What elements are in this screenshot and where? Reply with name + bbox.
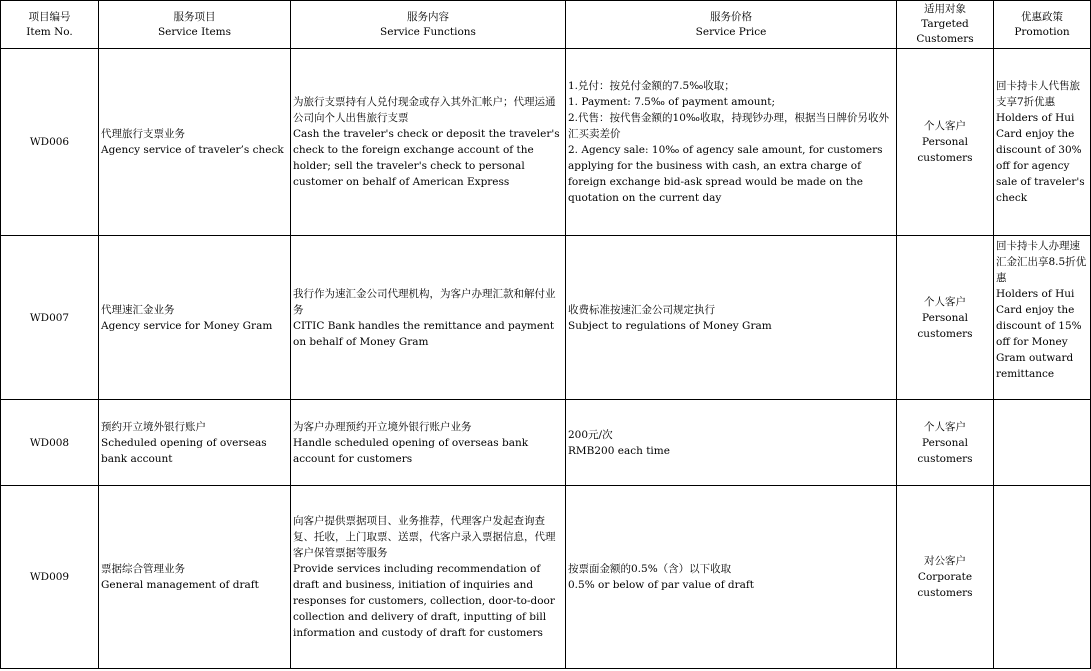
- customers-cell: [897, 49, 994, 236]
- functions-cell: [291, 236, 566, 400]
- table-row: [1, 486, 1091, 669]
- promotion-cell: [994, 400, 1091, 486]
- customers-en: Personal customers: [917, 136, 973, 164]
- functions-zh: 向客户提供票据项目、业务推荐，代理客户发起查询查复、托收，上门取票、送票，代客户录入票据信息，代理客户保管票据等服务: [293, 515, 556, 559]
- promotion-cell: [994, 49, 1091, 236]
- service-item-cell: [99, 486, 291, 669]
- header-promotion: 优惠政策 Promotion: [994, 1, 1091, 49]
- service-item-zh: 代理速汇金业务: [101, 303, 175, 316]
- price-line: 200元/次: [568, 428, 613, 441]
- price-line: 收费标准按速汇金公司规定执行: [568, 303, 715, 316]
- item-no-cell: WD007: [1, 236, 99, 400]
- functions-cell: [291, 400, 566, 486]
- service-item-zh: 票据综合管理业务: [101, 563, 185, 575]
- customers-cell: [897, 400, 994, 486]
- item-no-cell: WD008: [1, 400, 99, 486]
- price-cell: [566, 236, 897, 400]
- price-cell: [566, 486, 897, 669]
- service-item-zh: 代理旅行支票业务: [101, 128, 185, 140]
- price-line: 2. Agency sale: 10‰ of agency sale amount, for customers applying for the business with cash, an extra charge of foreign exchange bid-ask spread would be made on the quotation on the current day: [568, 144, 883, 204]
- functions-zh: 为客户办理预约开立境外银行账户业务: [293, 420, 472, 433]
- functions-zh: 为旅行支票持有人兑付现金或存入其外汇帐户；代理运通公司向个人出售旅行支票: [293, 96, 556, 124]
- promotion-zh: 回卡持卡人办理速汇金汇出享8.5折优惠: [996, 240, 1087, 284]
- item-no-cell: WD006: [1, 49, 99, 236]
- price-line: Subject to regulations of Money Gram: [568, 319, 772, 332]
- price-line: 2.代售：按代售金额的10‰收取，持现钞办理，根据当日牌价另收外汇买卖差价: [568, 112, 889, 140]
- price-line: RMB200 each time: [568, 444, 670, 457]
- functions-en: Cash the traveler's check or deposit the traveler's check to the foreign exchange account of the holder; sell the traveler's check to personal customer on behalf of American Express: [293, 128, 560, 188]
- functions-zh: 我行作为速汇金公司代理机构，为客户办理汇款和解付业务: [293, 287, 556, 316]
- promotion-en: Holders of Hui Card enjoy the discount of 30% off for agency sale of traveler's check: [996, 112, 1085, 204]
- table-row: [1, 400, 1091, 486]
- customers-zh: 对公客户: [924, 555, 966, 567]
- price-line: 1.兑付：按兑付金额的7.5‰收取；: [568, 80, 735, 92]
- price-cell: [566, 49, 897, 236]
- table-row: [1, 49, 1091, 236]
- promotion-zh: 回卡持卡人代售旅支享7折优惠: [996, 80, 1080, 108]
- header-service-functions: 服务内容 Service Functions: [291, 1, 566, 49]
- price-line: 按票面金额的0.5%（含）以下收取: [568, 563, 732, 575]
- service-item-en: Agency service for Money Gram: [101, 319, 273, 332]
- customers-zh: 个人客户: [924, 120, 966, 132]
- functions-en: CITIC Bank handles the remittance and payment on behalf of Money Gram: [293, 319, 555, 348]
- service-item-cell: [99, 49, 291, 236]
- promotion-en: Holders of Hui Card enjoy the discount of 15% off for Money Gram outward remittance: [996, 288, 1082, 380]
- customers-cell: [897, 236, 994, 400]
- customers-zh: 个人客户: [924, 420, 966, 433]
- customers-en: Corporate customers: [917, 571, 973, 599]
- price-line: 1. Payment: 7.5‰ of payment amount;: [568, 96, 776, 108]
- customers-cell: [897, 486, 994, 669]
- header-targeted-customers: 适用对象 Targeted Customers: [897, 1, 994, 49]
- header-item-no: 项目编号 Item No.: [1, 1, 99, 49]
- functions-cell: [291, 49, 566, 236]
- customers-en: Personal customers: [917, 436, 973, 465]
- service-item-cell: [99, 236, 291, 400]
- functions-en: Handle scheduled opening of overseas bank account for customers: [293, 436, 529, 465]
- header-service-price: 服务价格 Service Price: [566, 1, 897, 49]
- service-item-en: General management of draft: [101, 579, 259, 591]
- header-row: [1, 1, 1091, 49]
- customers-en: Personal customers: [917, 311, 973, 340]
- service-item-cell: [99, 400, 291, 486]
- service-item-en: Scheduled opening of overseas bank account: [101, 436, 267, 465]
- functions-en: Provide services including recommendation of draft and business, initiation of inquiries and responses for customers, collection, door-to-door collection and delivery of draft, inputting of bill information and custody of draft for customers: [293, 563, 555, 639]
- service-item-zh: 预约开立境外银行账户: [101, 420, 206, 433]
- header-service-items: 服务项目 Service Items: [99, 1, 291, 49]
- promotion-cell: [994, 486, 1091, 669]
- service-item-en: Agency service of traveler’s check: [101, 144, 284, 156]
- price-line: 0.5% or below of par value of draft: [568, 579, 755, 591]
- functions-cell: [291, 486, 566, 669]
- table-row: [1, 236, 1091, 400]
- customers-zh: 个人客户: [924, 295, 966, 308]
- price-cell: [566, 400, 897, 486]
- item-no-cell: WD009: [1, 486, 99, 669]
- promotion-cell: [994, 236, 1091, 400]
